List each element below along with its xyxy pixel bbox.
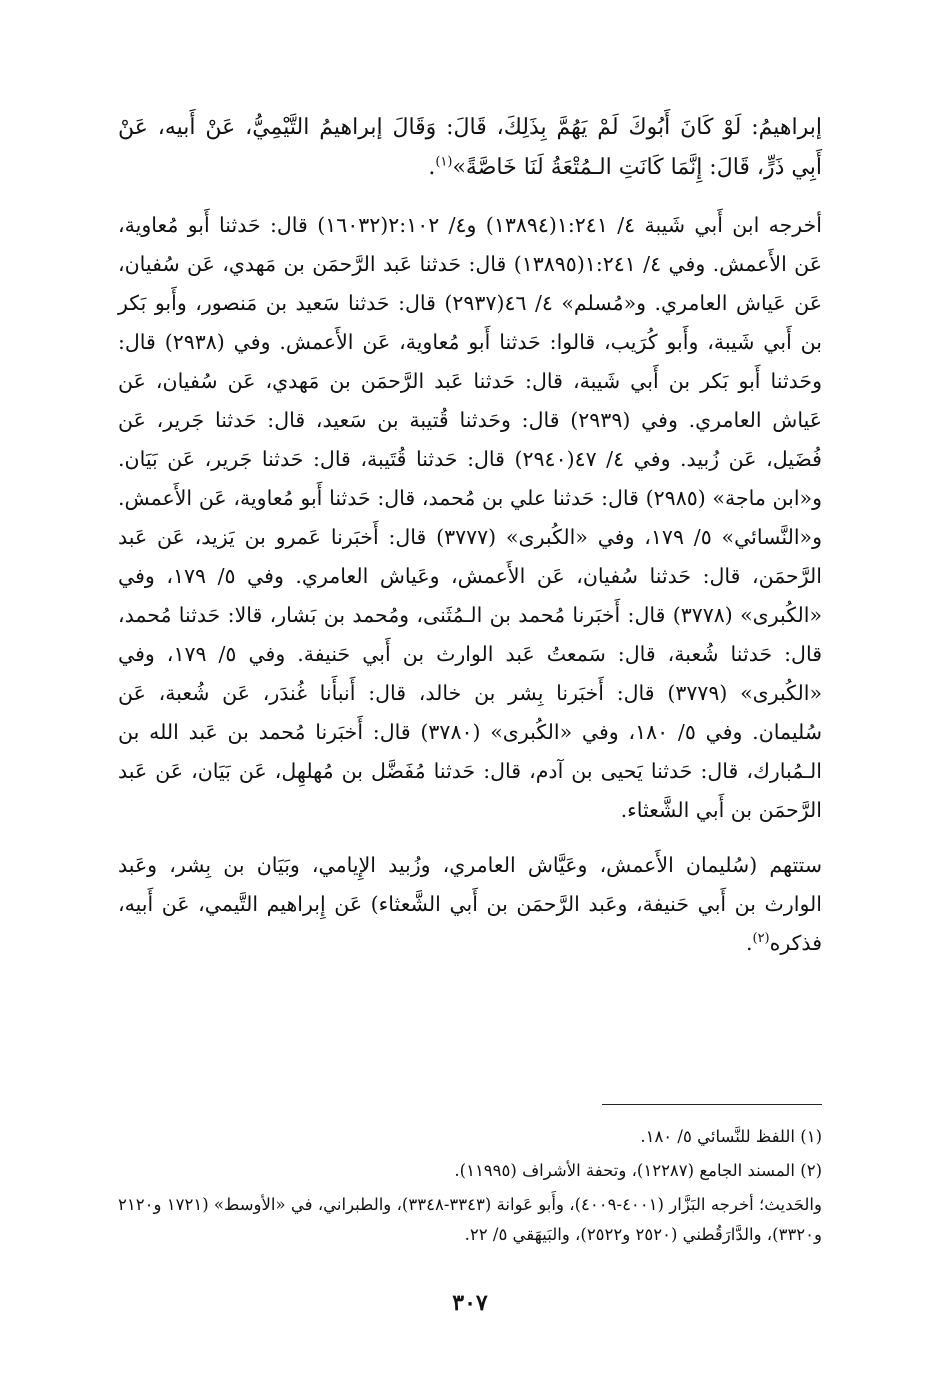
hadith-paragraph [118, 108, 822, 188]
footnote-1: (١) اللفظ للنَّسائي ٥/ ١٨٠. [640, 1127, 822, 1146]
summary-paragraph [118, 846, 822, 963]
page-number: ٣٠٧ [452, 1290, 488, 1316]
footnote-marker-2[interactable]: (٢) [752, 931, 770, 947]
footnote-2: (٢) المسند الجامع (١٢٢٨٧)، وتحفة الأشراف (١١٩٩٥). [454, 1161, 822, 1180]
footnote-separator [602, 1104, 822, 1105]
hadith-text: إبراهيمُ: لَوْ كَانَ أَبُوكَ لَمْ يَهُمَّ بِذَلِكَ، قَالَ: وَقَالَ إبراهيمُ التَّيْمِيُّ، عَنْ أَبيه، عَنْ أَبِي ذَرٍّ، قَالَ: إِنَّمَا كَانَتِ الـمُتْعَةُ لَنَا خَاصَّةً» [118, 115, 822, 180]
footnote-marker-1[interactable]: (١) [435, 154, 453, 170]
footnotes [118, 1122, 822, 1254]
footnote-2-continuation: والحَديث؛ أخرجه البَزَّار (٤٠٠١-٤٠٠٩)، وأَبو عَوانة (٣٣٤٣-٣٣٤٨)، والطبراني، في «الأوسط» (١٧٢١ و٢١٢٠ و٣٣٢٠)، والدَّارَقُطني (٢٥٢٠ و٢٥٢٢)، والبَيهَقي ٥/ ٢٢. [118, 1195, 822, 1244]
summary-end: . [745, 931, 753, 955]
takhrij-paragraph: أخرجه ابن أَبي شَيبة ٤/ ١:٢٤١(١٣٨٩٤) و٤/ ٢:١٠٢(١٦٠٣٢) قال: حَدثنا أَبو مُعاوية، عَن الأَعمش. وفي ٤/ ١:٢٤١(١٣٨٩٥) قال: حَدثنا عَبد الرَّحمَن بن مَهدي، عَن سُفيان، عَن عَياش العامري. و«مُسلم» ٤/ ٤٦(٢٩٣٧) قال: حَدثنا سَعيد بن مَنصور، وأَبو بَكر بن أَبي شَيبة، وأَبو كُرَيب، قالوا: حَدثنا أَبو مُعاوية، عَن الأَعمش. وفي (٢٩٣٨) قال: وحَدثنا أَبو بَكر بن أَبي شَيبة، قال: حَدثنا عَبد الرَّحمَن بن مَهدي، عَن سُفيان، عَن عَياش العامري. وفي (٢٩٣٩) قال: وحَدثنا قُتيبة بن سَعيد، قال: حَدثنا جَرير، عَن فُضَيل، عَن زُبيد. وفي ٤/ ٤٧(٢٩٤٠) قال: حَدثنا قُتَيبة، قال: حَدثنا جَرير، عَن بَيَان. و«ابن ماجة» (٢٩٨٥) قال: حَدثنا علي بن مُحمد، قال: حَدثنا أَبو مُعاوية، عَن الأَعمش. و«النَّسائي» ٥/ ١٧٩، وفي «الكُبرى» (٣٧٧٧) قال: أَخبَرنا عَمرو بن يَزيد، عَن عَبد الرَّحمَن، قال: حَدثنا سُفيان، عَن الأَعمش، وعَياش العامري. وفي ٥/ ١٧٩، وفي «الكُبرى» (٣٧٧٨) قال: أَخبَرنا مُحمد بن الـمُثَنى، ومُحمد بن بَشار، قالا: حَدثنا مُحمد، قال: حَدثنا شُعبة، قال: سَمعتُ عَبد الوارث بن أَبي حَنيفة. وفي ٥/ ١٧٩، وفي «الكُبرى» (٣٧٧٩) قال: أَخبَرنا بِشر بن خالد، قال: أَنبأَنا غُندَر، عَن شُعبة، عَن سُليمان. وفي ٥/ ١٨٠، وفي «الكُبرى» (٣٧٨٠) قال: أَخبَرنا مُحمد بن عَبد الله بن الـمُبارك، قال: حَدثنا يَحيى بن آدم، قال: حَدثنا مُفَضَّل بن مُهلهِل، عَن بَيَان، عَن عَبد الرَّحمَن بن أَبي الشَّعثاء. [118, 213, 822, 822]
summary-text: ستتهم (سُليمان الأَعمش، وعَيَّاش العامري، وزُبيد الإِيامي، وبَيَان بن بِشر، وعَبد الوارث بن أَبي حَنيفة، وعَبد الرَّحمَن بن أَبي الشَّعثاء) عَن إِبراهيم التَّيمي، عَن أَبيه، فذكره [118, 853, 822, 955]
main-text [118, 108, 822, 979]
hadith-end: . [428, 155, 436, 180]
